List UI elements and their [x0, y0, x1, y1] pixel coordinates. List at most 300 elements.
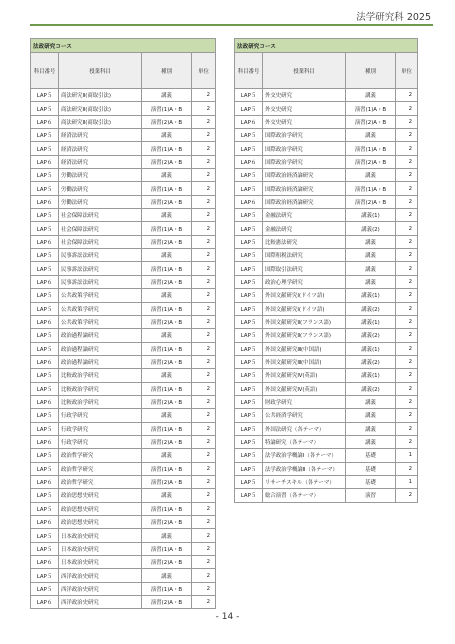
cell-name: 社会保障法研究 — [59, 222, 142, 235]
table-row — [235, 155, 418, 168]
cell-units: 2 — [396, 115, 418, 128]
cell-name: 外交史研究 — [263, 89, 346, 102]
cell-units: 2 — [396, 209, 418, 222]
cell-name: 民事訴訟法研究 — [59, 262, 142, 275]
cell-name: 行政学研究 — [59, 435, 142, 448]
cell-units: 2 — [192, 355, 216, 368]
cell-type: 演習(2)A・B — [142, 235, 192, 248]
cell-code: LAP５ — [235, 409, 263, 422]
table-row — [235, 489, 418, 502]
cell-code: LAP５ — [31, 142, 59, 155]
cell-code: LAP５ — [235, 395, 263, 408]
cell-units: 2 — [192, 435, 216, 448]
cell-units: 2 — [192, 369, 216, 382]
column-header-row — [235, 53, 418, 89]
cell-type: 演習(1)A・B — [142, 582, 192, 595]
table-row — [31, 395, 216, 408]
cell-type: 講義(2) — [346, 222, 396, 235]
cell-name: 社会保障法研究 — [59, 235, 142, 248]
cell-type: 演習(2)A・B — [346, 195, 396, 208]
table-row — [235, 129, 418, 142]
table-row — [31, 569, 216, 582]
table-row — [31, 289, 216, 302]
cell-code: LAP５ — [235, 355, 263, 368]
cell-code: LAP５ — [31, 542, 59, 555]
table-row — [235, 342, 418, 355]
table-row — [31, 262, 216, 275]
cell-code: LAP６ — [31, 475, 59, 488]
header-rule — [30, 24, 433, 26]
table-row — [235, 409, 418, 422]
cell-name: 公共政策学研究 — [59, 302, 142, 315]
table-row — [31, 529, 216, 542]
table-row — [31, 582, 216, 595]
cell-units: 2 — [396, 462, 418, 475]
cell-units: 2 — [396, 155, 418, 168]
section-row — [235, 39, 418, 53]
cell-name: 金融法研究 — [263, 222, 346, 235]
cell-type: 講義(2) — [346, 302, 396, 315]
cell-units: 1 — [396, 449, 418, 462]
table-row — [235, 182, 418, 195]
cell-units: 2 — [396, 409, 418, 422]
cell-name: 比較政治学研究 — [59, 369, 142, 382]
cell-code: LAP５ — [235, 142, 263, 155]
cell-type: 演習(2)A・B — [142, 475, 192, 488]
cell-type: 講義(1) — [346, 209, 396, 222]
cell-type: 講義 — [346, 395, 396, 408]
cell-name: 外国文献研究Ⅱ(フランス語) — [263, 315, 346, 328]
table-row — [31, 209, 216, 222]
table-row — [235, 302, 418, 315]
cell-units: 2 — [396, 302, 418, 315]
cell-code: LAP５ — [235, 262, 263, 275]
cell-units: 2 — [192, 382, 216, 395]
cell-name: 比較政治学研究 — [59, 382, 142, 395]
cell-code: LAP５ — [31, 382, 59, 395]
cell-units: 2 — [192, 115, 216, 128]
cell-units: 2 — [192, 142, 216, 155]
cell-units: 2 — [192, 302, 216, 315]
cell-type: 講義(1) — [346, 315, 396, 328]
cell-name: 総合演習（各テーマ） — [263, 489, 346, 502]
section-row — [31, 39, 216, 53]
right-course-table — [234, 38, 418, 503]
cell-units: 2 — [192, 289, 216, 302]
cell-type: 講義 — [346, 262, 396, 275]
table-row — [31, 556, 216, 569]
cell-name: 経済法研究 — [59, 155, 142, 168]
cell-type: 演習(1)A・B — [142, 182, 192, 195]
table-row — [31, 516, 216, 529]
cell-code: LAP６ — [31, 115, 59, 128]
cell-units: 2 — [192, 462, 216, 475]
cell-units: 2 — [396, 262, 418, 275]
cell-type: 講義 — [346, 409, 396, 422]
table-row — [31, 235, 216, 248]
cell-code: LAP５ — [235, 462, 263, 475]
cell-code: LAP６ — [235, 115, 263, 128]
cell-code: LAP５ — [31, 182, 59, 195]
cell-code: LAP５ — [31, 489, 59, 502]
cell-type: 演習(1)A・B — [142, 502, 192, 515]
cell-code: LAP５ — [235, 275, 263, 288]
cell-units: 2 — [396, 329, 418, 342]
cell-code: LAP５ — [31, 129, 59, 142]
section-title: 法政研究コース — [31, 39, 216, 53]
table-row — [31, 249, 216, 262]
cell-units: 2 — [192, 182, 216, 195]
cell-name: 商法研究Ⅱ(商取引法) — [59, 102, 142, 115]
table-row — [31, 182, 216, 195]
cell-code: LAP６ — [31, 155, 59, 168]
table-row — [31, 89, 216, 102]
table-row — [31, 129, 216, 142]
cell-units: 2 — [396, 129, 418, 142]
table-row — [31, 342, 216, 355]
cell-code: LAP５ — [31, 262, 59, 275]
table-row — [31, 142, 216, 155]
cell-units: 2 — [192, 262, 216, 275]
cell-code: LAP５ — [31, 289, 59, 302]
cell-code: LAP５ — [31, 502, 59, 515]
cell-code: LAP５ — [31, 369, 59, 382]
cell-units: 2 — [396, 382, 418, 395]
cell-units: 2 — [192, 556, 216, 569]
cell-type: 演習(1)A・B — [346, 102, 396, 115]
cell-units: 2 — [396, 249, 418, 262]
cell-name: 民事訴訟法研究 — [59, 275, 142, 288]
cell-units: 2 — [396, 142, 418, 155]
table-row — [235, 355, 418, 368]
col-header-type: 種別 — [142, 53, 192, 89]
table-row — [235, 382, 418, 395]
col-header-units: 単位 — [192, 53, 216, 89]
cell-units: 2 — [396, 489, 418, 502]
cell-type: 演習(2)A・B — [142, 395, 192, 408]
cell-name: 政治哲学研究 — [59, 449, 142, 462]
cell-name: 民事訴訟法研究 — [59, 249, 142, 262]
column-header-row — [31, 53, 216, 89]
cell-name: 日本政治史研究 — [59, 556, 142, 569]
cell-units: 2 — [396, 422, 418, 435]
cell-units: 2 — [396, 222, 418, 235]
cell-code: LAP５ — [235, 102, 263, 115]
cell-name: 比較政治学研究 — [59, 395, 142, 408]
table-row — [235, 209, 418, 222]
cell-units: 2 — [396, 369, 418, 382]
table-row — [235, 142, 418, 155]
table-row — [31, 169, 216, 182]
cell-units: 2 — [192, 502, 216, 515]
cell-units: 2 — [192, 275, 216, 288]
cell-name: 国際政治経済論研究 — [263, 195, 346, 208]
cell-code: LAP５ — [235, 369, 263, 382]
table-row — [235, 369, 418, 382]
cell-code: LAP５ — [235, 329, 263, 342]
table-row — [31, 329, 216, 342]
cell-code: LAP５ — [31, 89, 59, 102]
cell-name: 外交史研究 — [263, 102, 346, 115]
table-row — [235, 395, 418, 408]
table-row — [235, 329, 418, 342]
cell-type: 講義 — [346, 169, 396, 182]
cell-units: 2 — [396, 355, 418, 368]
cell-units: 2 — [192, 315, 216, 328]
cell-type: 演習(2)A・B — [142, 115, 192, 128]
table-row — [31, 155, 216, 168]
cell-code: LAP５ — [31, 342, 59, 355]
cell-code: LAP５ — [31, 529, 59, 542]
cell-type: 講義(1) — [346, 342, 396, 355]
cell-code: LAP５ — [31, 422, 59, 435]
cell-type: 講義 — [346, 422, 396, 435]
table-row — [235, 422, 418, 435]
cell-units: 2 — [192, 409, 216, 422]
cell-code: LAP５ — [235, 449, 263, 462]
cell-code: LAP５ — [235, 249, 263, 262]
table-row — [235, 89, 418, 102]
cell-units: 2 — [192, 222, 216, 235]
page-header-title: 法学研究科 2025 — [356, 12, 431, 23]
cell-name: 政治心理学研究 — [263, 275, 346, 288]
cell-type: 講義(2) — [346, 382, 396, 395]
cell-units: 2 — [396, 182, 418, 195]
cell-name: 外国文献研究Ⅳ(英語) — [263, 382, 346, 395]
cell-name: 公共政策学研究 — [59, 289, 142, 302]
cell-code: LAP６ — [235, 195, 263, 208]
table-row — [31, 222, 216, 235]
table-row — [235, 315, 418, 328]
cell-code: LAP５ — [235, 129, 263, 142]
cell-type: 講義(2) — [346, 355, 396, 368]
cell-code: LAP６ — [31, 315, 59, 328]
cell-type: 演習(2)A・B — [142, 435, 192, 448]
cell-code: LAP５ — [235, 489, 263, 502]
cell-units: 2 — [192, 235, 216, 248]
cell-name: 外国文献研究Ⅱ(フランス語) — [263, 329, 346, 342]
page-number: - 14 - — [215, 612, 240, 622]
table-row — [31, 596, 216, 609]
cell-units: 2 — [192, 582, 216, 595]
table-row — [235, 475, 418, 488]
cell-code: LAP５ — [31, 222, 59, 235]
cell-type: 講義 — [142, 289, 192, 302]
cell-type: 演習(2)A・B — [142, 155, 192, 168]
cell-units: 2 — [396, 289, 418, 302]
cell-name: 日本政治史研究 — [59, 542, 142, 555]
table-row — [235, 449, 418, 462]
cell-code: LAP５ — [235, 169, 263, 182]
cell-name: 経済法研究 — [59, 129, 142, 142]
cell-code: LAP５ — [31, 209, 59, 222]
cell-units: 1 — [396, 475, 418, 488]
cell-code: LAP６ — [31, 556, 59, 569]
cell-name: 公共経済学研究 — [263, 409, 346, 422]
cell-code: LAP６ — [31, 275, 59, 288]
cell-type: 講義 — [142, 129, 192, 142]
cell-units: 2 — [192, 542, 216, 555]
cell-units: 2 — [396, 315, 418, 328]
cell-code: LAP５ — [31, 249, 59, 262]
table-row — [235, 435, 418, 448]
cell-name: 労働法研究 — [59, 182, 142, 195]
cell-code: LAP５ — [31, 169, 59, 182]
cell-name: 行政学研究 — [59, 409, 142, 422]
cell-units: 2 — [192, 569, 216, 582]
col-header-code: 科目番号 — [31, 53, 59, 89]
cell-type: 演習(1)A・B — [142, 542, 192, 555]
cell-name: 経済法研究 — [59, 142, 142, 155]
cell-code: LAP５ — [235, 315, 263, 328]
table-row — [235, 115, 418, 128]
cell-name: 政治過程論研究 — [59, 329, 142, 342]
cell-code: LAP５ — [235, 222, 263, 235]
cell-code: LAP５ — [235, 475, 263, 488]
col-header-units: 単位 — [396, 53, 418, 89]
cell-name: 西洋政治史研究 — [59, 582, 142, 595]
col-header-name: 授業科目 — [59, 53, 142, 89]
table-row — [31, 315, 216, 328]
cell-units: 2 — [396, 235, 418, 248]
cell-type: 講義 — [142, 369, 192, 382]
cell-units: 2 — [396, 102, 418, 115]
cell-name: 国際政治学研究 — [263, 155, 346, 168]
cell-units: 2 — [396, 275, 418, 288]
cell-name: 西洋政治史研究 — [59, 596, 142, 609]
cell-type: 演習(1)A・B — [142, 382, 192, 395]
cell-code: LAP６ — [31, 355, 59, 368]
table-row — [235, 222, 418, 235]
table-row — [31, 275, 216, 288]
cell-code: LAP６ — [31, 195, 59, 208]
cell-name: 外国文献研究Ⅲ(中国語) — [263, 342, 346, 355]
cell-name: 政治哲学研究 — [59, 462, 142, 475]
cell-type: 講義 — [142, 529, 192, 542]
cell-type: 演習(1)A・B — [142, 262, 192, 275]
cell-code: LAP５ — [235, 422, 263, 435]
cell-type: 講義(1) — [346, 369, 396, 382]
cell-name: 外国文献研究Ⅳ(英語) — [263, 369, 346, 382]
cell-name: 日本政治史研究 — [59, 529, 142, 542]
cell-units: 2 — [192, 422, 216, 435]
section-title: 法政研究コース — [235, 39, 418, 53]
cell-units: 2 — [192, 529, 216, 542]
table-row — [235, 462, 418, 475]
cell-type: 演習(2)A・B — [142, 315, 192, 328]
cell-code: LAP６ — [235, 155, 263, 168]
cell-name: 国際政治経済論研究 — [263, 182, 346, 195]
table-row — [235, 249, 418, 262]
cell-code: LAP５ — [31, 462, 59, 475]
table-row — [31, 542, 216, 555]
cell-code: LAP５ — [235, 435, 263, 448]
cell-name: 政治思想史研究 — [59, 516, 142, 529]
cell-units: 2 — [192, 329, 216, 342]
cell-name: 国際租税法研究 — [263, 249, 346, 262]
cell-name: 外国文献研究Ⅰ(ドイツ語) — [263, 302, 346, 315]
cell-name: 政治思想史研究 — [59, 489, 142, 502]
cell-type: 演習(2)A・B — [142, 355, 192, 368]
cell-name: 西洋政治史研究 — [59, 569, 142, 582]
cell-units: 2 — [192, 155, 216, 168]
cell-type: 演習 — [346, 489, 396, 502]
table-row — [235, 262, 418, 275]
col-header-type: 種別 — [346, 53, 396, 89]
cell-type: 基礎 — [346, 449, 396, 462]
cell-type: 演習(1)A・B — [142, 462, 192, 475]
table-row — [235, 275, 418, 288]
cell-code: LAP５ — [235, 209, 263, 222]
cell-type: 演習(2)A・B — [346, 115, 396, 128]
col-header-code: 科目番号 — [235, 53, 263, 89]
table-row — [235, 169, 418, 182]
cell-type: 講義 — [142, 449, 192, 462]
cell-name: 外国法研究（各テーマ） — [263, 422, 346, 435]
cell-units: 2 — [396, 435, 418, 448]
cell-code: LAP５ — [31, 569, 59, 582]
cell-type: 講義 — [346, 249, 396, 262]
cell-units: 2 — [192, 342, 216, 355]
cell-name: 特論研究（各テーマ） — [263, 435, 346, 448]
table-row — [31, 382, 216, 395]
cell-code: LAP６ — [31, 235, 59, 248]
table-row — [31, 195, 216, 208]
cell-name: 法学政治学概論Ⅱ（各テーマ） — [263, 462, 346, 475]
cell-name: 政治過程論研究 — [59, 342, 142, 355]
cell-code: LAP６ — [31, 516, 59, 529]
cell-type: 演習(1)A・B — [346, 142, 396, 155]
cell-name: 商法研究Ⅱ(商取引法) — [59, 115, 142, 128]
cell-code: LAP５ — [31, 102, 59, 115]
cell-units: 2 — [396, 195, 418, 208]
cell-units: 2 — [192, 516, 216, 529]
table-row — [31, 462, 216, 475]
cell-code: LAP５ — [235, 302, 263, 315]
cell-code: LAP５ — [31, 449, 59, 462]
cell-code: LAP５ — [235, 342, 263, 355]
cell-name: 外交史研究 — [263, 115, 346, 128]
cell-type: 演習(1)A・B — [142, 302, 192, 315]
cell-code: LAP５ — [31, 329, 59, 342]
table-row — [31, 489, 216, 502]
left-course-table — [30, 38, 216, 609]
cell-type: 演習(1)A・B — [142, 422, 192, 435]
table-row — [31, 449, 216, 462]
cell-type: 講義 — [142, 89, 192, 102]
cell-name: 外国文献研究Ⅲ(中国語) — [263, 355, 346, 368]
cell-code: LAP６ — [31, 596, 59, 609]
table-row — [31, 422, 216, 435]
cell-code: LAP６ — [31, 435, 59, 448]
cell-name: 国際取引法研究 — [263, 262, 346, 275]
cell-type: 演習(1)A・B — [346, 182, 396, 195]
cell-units: 2 — [396, 89, 418, 102]
cell-type: 演習(1)A・B — [142, 102, 192, 115]
cell-name: 国際政治経済論研究 — [263, 169, 346, 182]
table-row — [235, 289, 418, 302]
cell-code: LAP５ — [31, 582, 59, 595]
cell-units: 2 — [192, 195, 216, 208]
cell-name: 公共政策学研究 — [59, 315, 142, 328]
cell-code: LAP５ — [31, 409, 59, 422]
table-row — [31, 115, 216, 128]
cell-type: 演習(1)A・B — [142, 142, 192, 155]
table-row — [235, 195, 418, 208]
cell-type: 講義 — [142, 489, 192, 502]
table-row — [31, 302, 216, 315]
cell-type: 講義 — [346, 435, 396, 448]
